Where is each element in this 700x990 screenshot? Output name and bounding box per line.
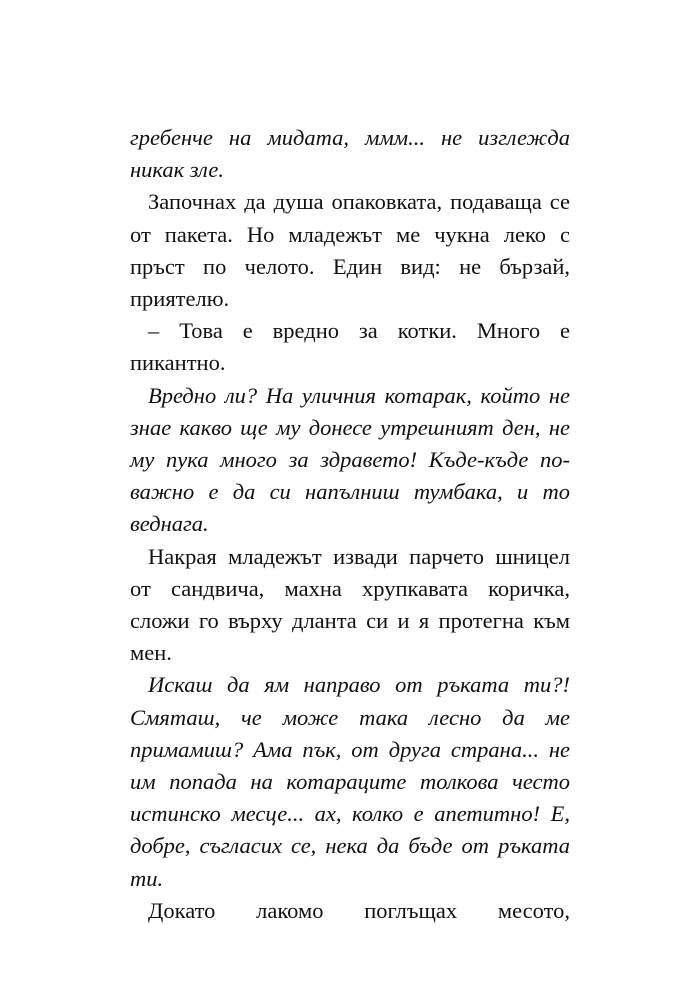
paragraph-6: Искаш да ям направо от ръката ти?! Смяташ, че може така лесно да ме примамиш? Ама пък, от друга страна... не им попада на котараците толкова често истинско месце... ах, колко е апетитно! Е, добре, съгласих се, нека да бъде от ръката ти. [130,672,570,891]
paragraph-4: Вредно ли? На уличния котарак, който не знае какво ще му донесе утрешният ден, не му пука много за здравето! Къде-къде по-важно е да си напълниш тумбака, и то веднага. [130,382,570,537]
paragraph-1: гребенче на мидата, ммм... не изглежда никак зле. [130,125,570,183]
paragraph-2: Започнах да душа опаковката, подаваща се от пакета. Но младежът ме чукна леко с пръст по челото. Един вид: не бързай, приятелю. [130,189,570,312]
paragraph-7: Докато лакомо поглъщах месото, [148,897,570,923]
book-page [130,122,570,927]
paragraph-5: Накрая младежът извади парчето шницел от сандвича, махна хрупкавата коричка, сложи го върху дланта си и я протегна към мен. [130,543,570,666]
paragraph-3-dialogue: – Това е вредно за котки. Много е пикантно. [130,318,570,376]
